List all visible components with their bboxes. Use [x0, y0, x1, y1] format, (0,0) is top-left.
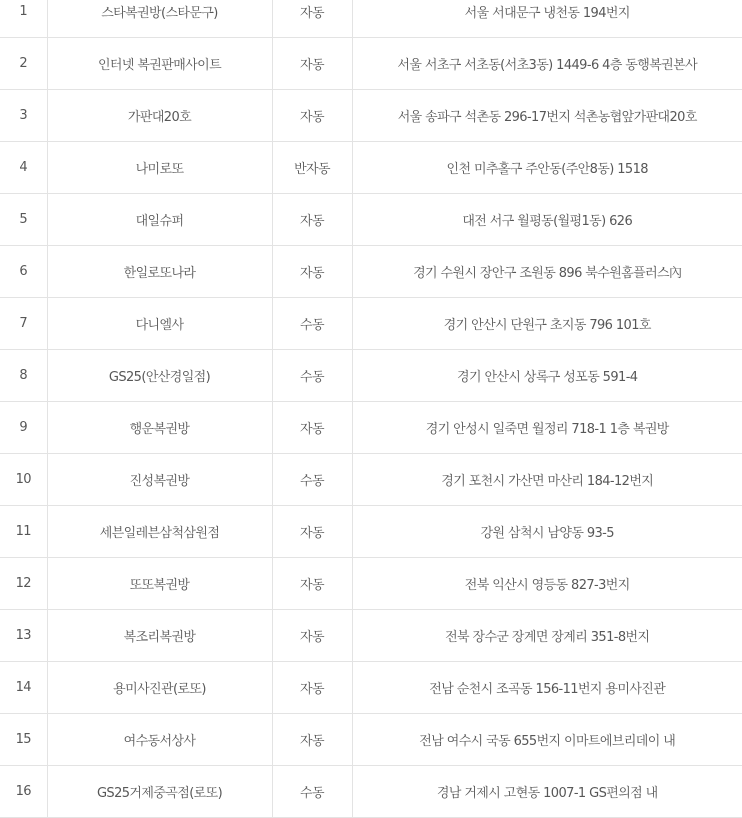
- store-address: 경기 포천시 가산면 마산리 184-12번지: [352, 454, 742, 506]
- purchase-type: 자동: [272, 402, 352, 454]
- purchase-type: 자동: [272, 714, 352, 766]
- store-name: 다니엘사: [47, 298, 272, 350]
- row-number: 14: [0, 662, 47, 714]
- row-number: 13: [0, 610, 47, 662]
- purchase-type: 반자동: [272, 142, 352, 194]
- table-row: [0, 766, 742, 818]
- row-number: 11: [0, 506, 47, 558]
- store-name: 나미로또: [47, 142, 272, 194]
- store-address: 경기 안산시 단원구 초지동 796 101호: [352, 298, 742, 350]
- row-number: 2: [0, 38, 47, 90]
- store-address: 서울 서초구 서초동(서초3동) 1449-6 4층 동행복권본사: [352, 38, 742, 90]
- purchase-type: 수동: [272, 298, 352, 350]
- table-row: [0, 142, 742, 194]
- table-row: [0, 194, 742, 246]
- purchase-type: 자동: [272, 506, 352, 558]
- store-address: 경기 수원시 장안구 조원동 896 북수원홈플러스內: [352, 246, 742, 298]
- purchase-type: 자동: [272, 38, 352, 90]
- row-number: 7: [0, 298, 47, 350]
- store-name: 용미사진관(로또): [47, 662, 272, 714]
- table-row: [0, 298, 742, 350]
- store-address: 경기 안산시 상록구 성포동 591-4: [352, 350, 742, 402]
- store-name: 스타복권방(스타문구): [47, 0, 272, 38]
- store-address: 전북 장수군 장계면 장계리 351-8번지: [352, 610, 742, 662]
- row-number: 4: [0, 142, 47, 194]
- table-row: [0, 454, 742, 506]
- table-row: [0, 246, 742, 298]
- store-name: 대일슈퍼: [47, 194, 272, 246]
- store-name: GS25거제중곡점(로또): [47, 766, 272, 818]
- table-row: [0, 662, 742, 714]
- store-address: 서울 서대문구 냉천동 194번지: [352, 0, 742, 38]
- row-number: 15: [0, 714, 47, 766]
- store-address: 전북 익산시 영등동 827-3번지: [352, 558, 742, 610]
- store-address: 경기 안성시 일죽면 월정리 718-1 1층 복권방: [352, 402, 742, 454]
- store-name: 세븐일레븐삼척삼원점: [47, 506, 272, 558]
- store-address: 강원 삼척시 남양동 93-5: [352, 506, 742, 558]
- table-row: [0, 90, 742, 142]
- row-number: 3: [0, 90, 47, 142]
- table-row: [0, 0, 742, 38]
- store-address: 인천 미추홀구 주안동(주안8동) 1518: [352, 142, 742, 194]
- store-name: 인터넷 복권판매사이트: [47, 38, 272, 90]
- table-row: [0, 714, 742, 766]
- row-number: 1: [0, 0, 47, 38]
- row-number: 8: [0, 350, 47, 402]
- store-name: 복조리복권방: [47, 610, 272, 662]
- store-name: 진성복권방: [47, 454, 272, 506]
- purchase-type: 자동: [272, 662, 352, 714]
- purchase-type: 자동: [272, 558, 352, 610]
- purchase-type: 자동: [272, 0, 352, 38]
- purchase-type: 자동: [272, 610, 352, 662]
- row-number: 10: [0, 454, 47, 506]
- table-row: [0, 506, 742, 558]
- row-number: 12: [0, 558, 47, 610]
- store-address: 경남 거제시 고현동 1007-1 GS편의점 내: [352, 766, 742, 818]
- purchase-type: 수동: [272, 766, 352, 818]
- store-name: 행운복권방: [47, 402, 272, 454]
- row-number: 9: [0, 402, 47, 454]
- table-row: [0, 558, 742, 610]
- table-row: [0, 402, 742, 454]
- store-name: 한일로또나라: [47, 246, 272, 298]
- table-row: [0, 38, 742, 90]
- store-name: 또또복권방: [47, 558, 272, 610]
- row-number: 5: [0, 194, 47, 246]
- store-address: 대전 서구 월평동(월평1동) 626: [352, 194, 742, 246]
- row-number: 6: [0, 246, 47, 298]
- store-address: 서울 송파구 석촌동 296-17번지 석촌농협앞가판대20호: [352, 90, 742, 142]
- store-name: 여수동서상사: [47, 714, 272, 766]
- store-address: 전남 순천시 조곡동 156-11번지 용미사진관: [352, 662, 742, 714]
- store-name: GS25(안산경일점): [47, 350, 272, 402]
- purchase-type: 자동: [272, 194, 352, 246]
- table-row: [0, 610, 742, 662]
- table-row: [0, 350, 742, 402]
- purchase-type: 자동: [272, 246, 352, 298]
- purchase-type: 수동: [272, 350, 352, 402]
- purchase-type: 수동: [272, 454, 352, 506]
- store-name: 가판대20호: [47, 90, 272, 142]
- purchase-type: 자동: [272, 90, 352, 142]
- store-address: 전남 여수시 국동 655번지 이마트에브리데이 내: [352, 714, 742, 766]
- row-number: 16: [0, 766, 47, 818]
